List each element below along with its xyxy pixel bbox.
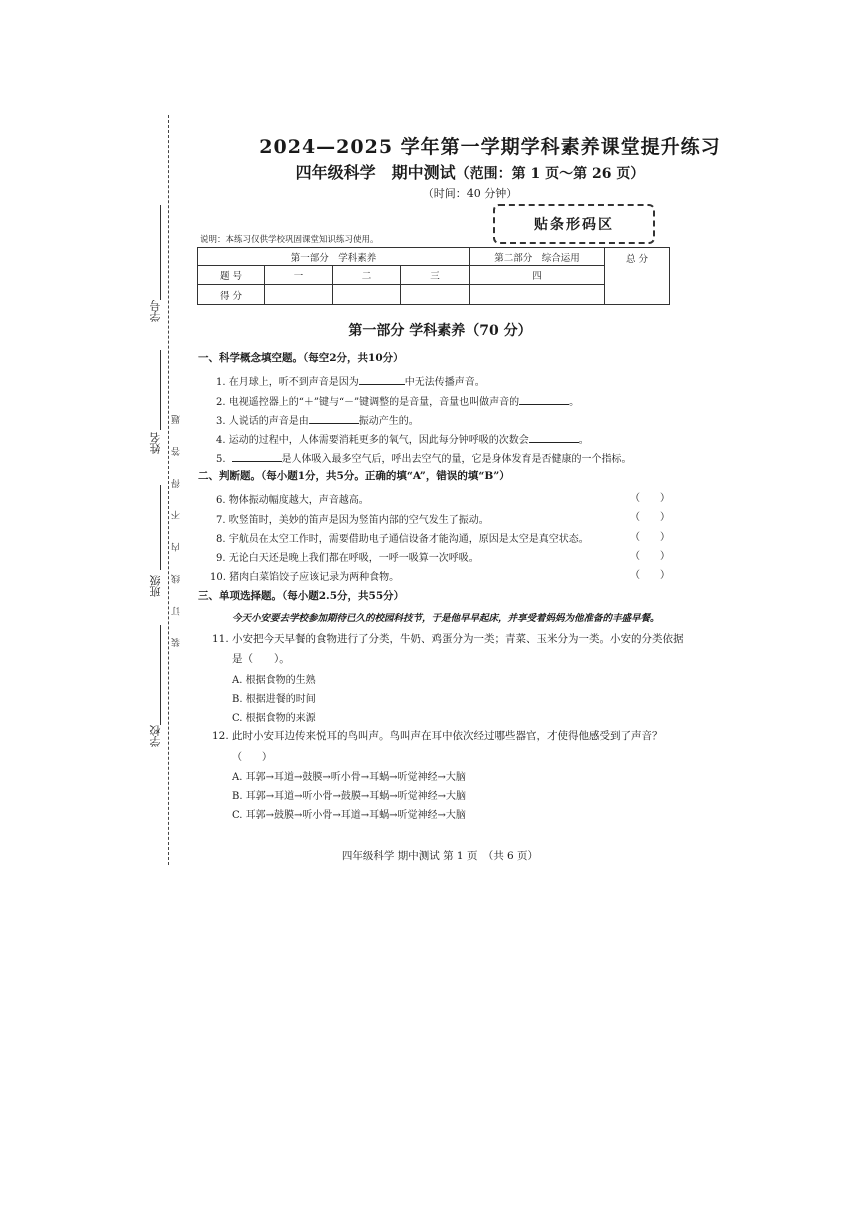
answer-paren-10[interactable]: （ ） bbox=[630, 570, 670, 581]
answer-paren-6[interactable]: （ ） bbox=[630, 493, 670, 504]
exam-title: 2024—2025 学年第一学期学科素养课堂提升练习 bbox=[259, 136, 721, 158]
score-cell-2[interactable] bbox=[333, 285, 401, 305]
usage-note: 说明：本练习仅供学校巩固课堂知识练习使用。 bbox=[200, 235, 379, 245]
name-label: 姓名 bbox=[149, 432, 162, 454]
question-11-cont: 是（ ）。 bbox=[232, 653, 290, 665]
seal-line-text: 装 订 线 内 不 得 答 题 bbox=[172, 405, 182, 648]
question-7: 7. 吹竖笛时，美妙的笛声是因为竖笛内部的空气发生了振动。 bbox=[216, 515, 489, 526]
option-11-a[interactable]: A. 根据食物的生熟 bbox=[232, 675, 316, 686]
answer-blank[interactable] bbox=[309, 414, 359, 424]
option-12-b[interactable]: B. 耳郭→耳道→听小骨→鼓膜→耳蜗→听觉神经→大脑 bbox=[232, 791, 466, 802]
question-4: 4. 运动的过程中，人体需要消耗更多的氧气，因此每分钟呼吸的次数会 。 bbox=[216, 435, 589, 446]
name-line bbox=[160, 350, 161, 430]
option-12-a[interactable]: A. 耳郭→耳道→鼓膜→听小骨→耳蜗→听觉神经→大脑 bbox=[232, 772, 466, 783]
answer-paren-9[interactable]: （ ） bbox=[630, 551, 670, 562]
class-label: 班级 bbox=[149, 575, 162, 597]
question-6: 6. 物体振动幅度越大，声音越高。 bbox=[216, 495, 369, 506]
school-label: 学校 bbox=[149, 725, 162, 747]
binding-dashed-line bbox=[168, 115, 169, 865]
question-12-paren[interactable]: （ ） bbox=[232, 752, 272, 763]
option-11-b[interactable]: B. 根据进餐的时间 bbox=[232, 694, 316, 705]
scope-label: （范围：第 1 页～第 26 页） bbox=[455, 166, 645, 182]
score-table bbox=[197, 247, 670, 305]
col-1: 一 bbox=[265, 266, 333, 285]
subject-label: 四年级科学 期中测试 bbox=[295, 163, 456, 182]
question-12: 12. 此时小安耳边传来悦耳的鸟叫声。鸟叫声在耳中依次经过哪些器官，才使得他感受到了声音？ bbox=[212, 730, 663, 742]
question-11: 11. 小安把今天早餐的食物进行了分类，牛奶、鸡蛋分为一类；青菜、玉米分为一类。小安的分类依据 bbox=[212, 633, 684, 645]
answer-blank[interactable] bbox=[359, 375, 405, 385]
section3-heading: 三、单项选择题。（每小题2.5分，共55分） bbox=[198, 590, 405, 602]
row-score-label: 得 分 bbox=[198, 285, 265, 305]
option-11-c[interactable]: C. 根据食物的来源 bbox=[232, 713, 316, 724]
answer-blank[interactable] bbox=[529, 433, 579, 443]
story-text: 今天小安要去学校参加期待已久的校园科技节，于是他早早起床，并享受着妈妈为他准备的丰盛早餐。 bbox=[232, 613, 660, 624]
section2-heading: 二、判断题。（每小题1分，共5分。正确的填“A”，错误的填“B”） bbox=[198, 470, 510, 482]
question-3: 3. 人说话的声音是由 振动产生的。 bbox=[216, 416, 419, 427]
col-4: 四 bbox=[470, 266, 605, 285]
part1-header: 第一部分 学科素养 bbox=[198, 248, 470, 266]
question-10: 10. 猪肉白菜馅饺子应该记录为两种食物。 bbox=[210, 572, 400, 583]
question-8: 8. 宇航员在太空工作时，需要借助电子通信设备才能沟通，原因是太空是真空状态。 bbox=[216, 534, 589, 545]
barcode-area: 贴条形码区 bbox=[493, 204, 655, 244]
score-cell-3[interactable] bbox=[401, 285, 470, 305]
part1-heading: 第一部分 学科素养（70 分） bbox=[348, 323, 532, 339]
question-5: 5. 是人体吸入最多空气后，呼出去空气的量，它是身体发育是否健康的一个指标。 bbox=[216, 454, 632, 465]
answer-blank[interactable] bbox=[232, 452, 282, 462]
question-9: 9. 无论白天还是晚上我们都在呼吸，一呼一吸算一次呼吸。 bbox=[216, 553, 479, 564]
class-line bbox=[160, 485, 161, 570]
answer-paren-8[interactable]: （ ） bbox=[630, 532, 670, 543]
option-12-c[interactable]: C. 耳郭→鼓膜→听小骨→耳道→耳蜗→听觉神经→大脑 bbox=[232, 810, 466, 821]
answer-blank[interactable] bbox=[519, 395, 569, 405]
answer-paren-7[interactable]: （ ） bbox=[630, 512, 670, 523]
page-footer: 四年级科学 期中测试 第 1 页 （共 6 页） bbox=[341, 850, 539, 862]
col-2: 二 bbox=[333, 266, 401, 285]
question-1: 1. 在月球上，听不到声音是因为 中无法传播声音。 bbox=[216, 377, 485, 388]
part2-header: 第二部分 综合运用 bbox=[470, 248, 605, 266]
row-item-label: 题 号 bbox=[198, 266, 265, 285]
school-line bbox=[160, 625, 161, 725]
student-id-label: 学号 bbox=[149, 300, 162, 322]
time-label: （时间：40 分钟） bbox=[422, 187, 518, 200]
col-3: 三 bbox=[401, 266, 470, 285]
question-2: 2. 电视遥控器上的“＋”键与“－”键调整的是音量，音量也叫做声音的 。 bbox=[216, 397, 580, 408]
score-cell-1[interactable] bbox=[265, 285, 333, 305]
section1-heading: 一、科学概念填空题。（每空2分，共10分） bbox=[198, 352, 404, 364]
student-id-line bbox=[160, 205, 161, 300]
total-header: 总 分 bbox=[605, 248, 670, 305]
exam-subtitle bbox=[40, 160, 860, 183]
score-cell-4[interactable] bbox=[470, 285, 605, 305]
